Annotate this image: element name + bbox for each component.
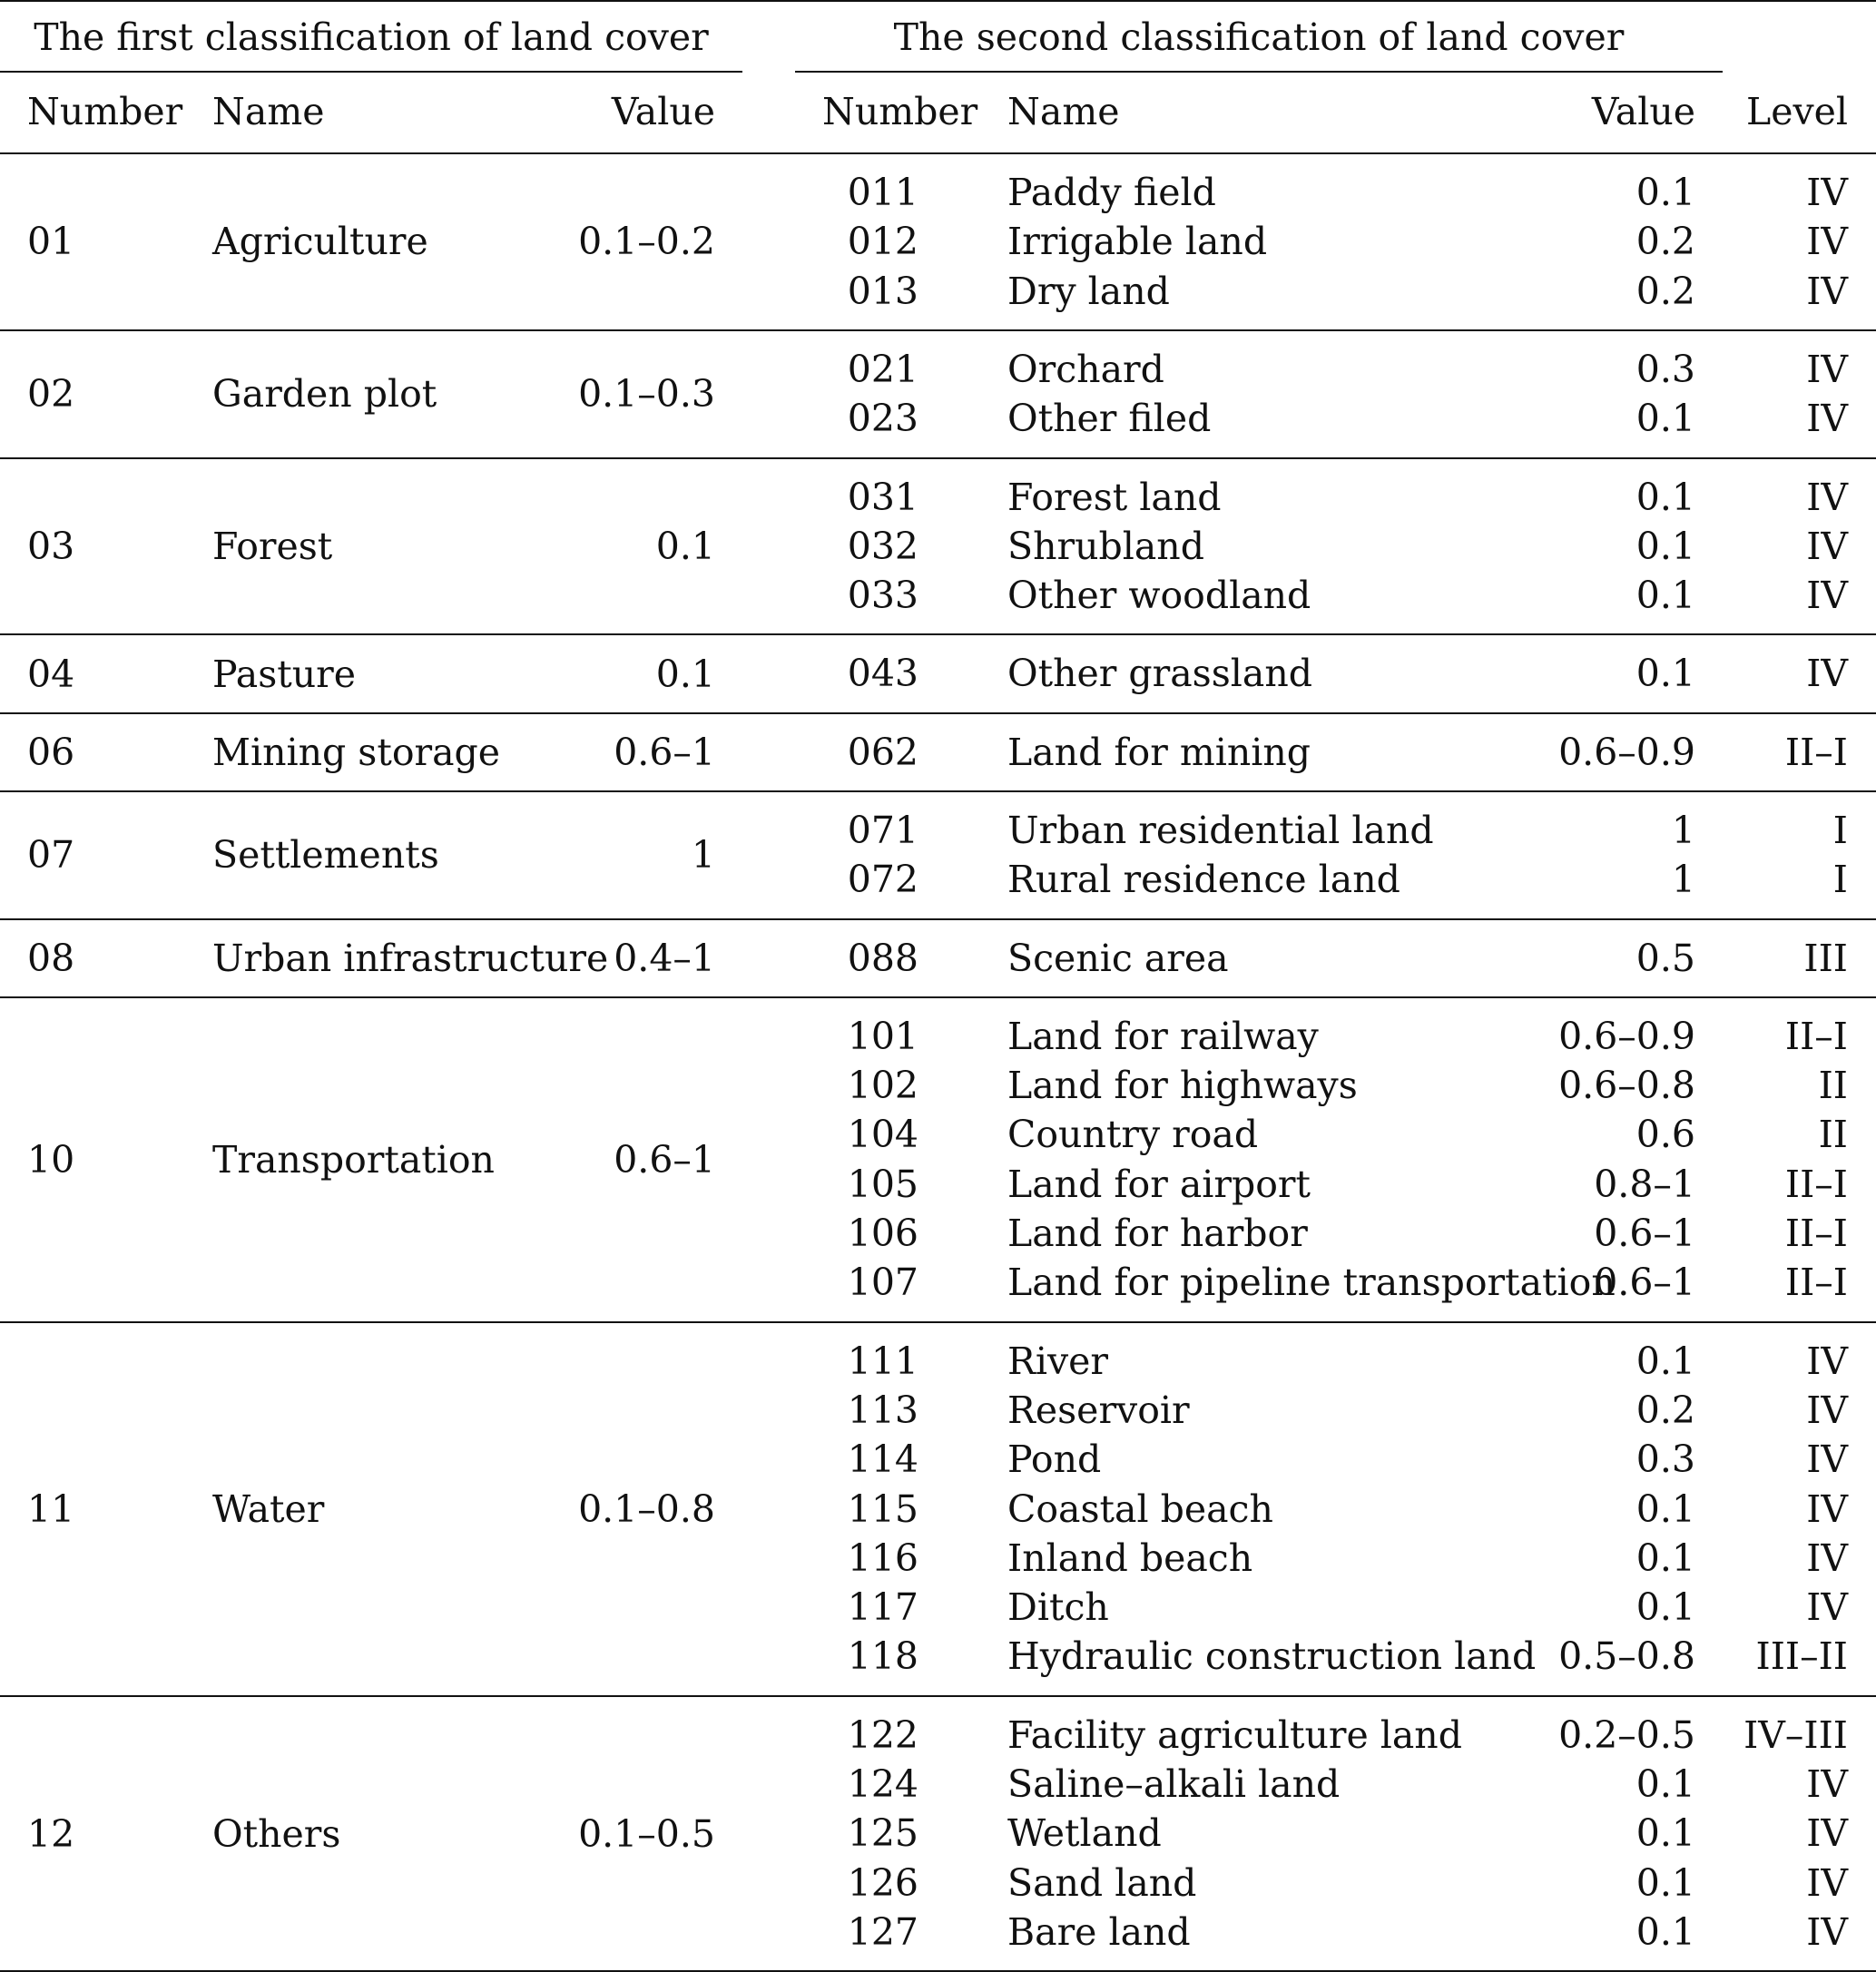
second-class-value: 0.1 — [1635, 1535, 1695, 1580]
second-class-number: 118 — [847, 1634, 918, 1679]
group-block — [0, 635, 1876, 711]
group-block — [0, 459, 1876, 634]
second-class-number: 106 — [847, 1212, 918, 1256]
second-class-value: 0.1 — [1635, 1860, 1695, 1905]
first-class-number: 07 — [27, 833, 75, 878]
group-block — [0, 714, 1876, 790]
second-class-number: 115 — [847, 1486, 918, 1531]
second-class-number: 117 — [847, 1585, 918, 1630]
first-class-value: 1 — [691, 833, 715, 878]
second-class-name: Land for mining — [1007, 730, 1311, 774]
second-class-value: 0.2 — [1635, 1388, 1695, 1432]
second-class-level: IV — [1806, 1585, 1848, 1630]
second-class-number: 088 — [847, 936, 918, 980]
second-class-level: IV–III — [1743, 1712, 1848, 1757]
second-class-value: 0.2 — [1635, 269, 1695, 313]
second-class-level: I — [1832, 809, 1848, 852]
group-block — [0, 920, 1876, 996]
second-class-value: 0.1 — [1635, 1762, 1695, 1807]
second-class-name: Orchard — [1007, 347, 1164, 391]
second-class-value: 0.6–0.8 — [1558, 1064, 1695, 1108]
second-class-name: Land for highways — [1007, 1064, 1358, 1108]
second-class-value: 0.1 — [1635, 652, 1695, 696]
second-class-level: II–I — [1784, 1261, 1848, 1305]
second-class-value: 0.1 — [1635, 397, 1695, 441]
second-class-number: 125 — [847, 1811, 918, 1856]
second-class-name: Ditch — [1007, 1585, 1109, 1630]
first-class-name: Settlements — [212, 833, 439, 878]
second-class-level: IV — [1806, 524, 1848, 568]
second-class-name: Inland beach — [1007, 1535, 1253, 1580]
second-class-number: 062 — [847, 730, 918, 774]
second-class-level: IV — [1806, 1486, 1848, 1531]
second-class-name: River — [1007, 1339, 1109, 1383]
second-class-value: 0.8–1 — [1594, 1162, 1695, 1206]
second-class-level: II–I — [1784, 1014, 1848, 1058]
group-block — [0, 1323, 1876, 1695]
second-class-name: Bare land — [1007, 1909, 1191, 1954]
first-class-name: Others — [212, 1811, 341, 1856]
second-class-level: IV — [1806, 1535, 1848, 1580]
group-block — [0, 998, 1876, 1321]
second-class-value: 0.6–1 — [1594, 1212, 1695, 1256]
first-class-value: 0.1–0.5 — [578, 1811, 715, 1856]
second-class-level: I — [1832, 858, 1848, 902]
second-class-number: 105 — [847, 1162, 918, 1206]
second-class-name: Land for pipeline transportation — [1007, 1261, 1616, 1305]
second-class-value: 0.6–0.9 — [1558, 730, 1695, 774]
second-class-name: Other filed — [1007, 397, 1212, 441]
second-class-level: IV — [1806, 1339, 1848, 1383]
second-class-value: 0.2 — [1635, 220, 1695, 264]
group-block — [0, 792, 1876, 918]
second-class-value: 0.1 — [1635, 1909, 1695, 1954]
second-class-number: 102 — [847, 1064, 918, 1108]
second-class-level: II–I — [1784, 1162, 1848, 1206]
second-class-value: 0.3 — [1635, 347, 1695, 391]
second-class-name: Irrigable land — [1007, 220, 1268, 264]
second-class-level: III — [1803, 936, 1848, 980]
group-block — [0, 154, 1876, 329]
second-class-level: IV — [1806, 269, 1848, 313]
second-class-level: II–I — [1784, 730, 1848, 774]
first-class-name: Agriculture — [212, 220, 428, 264]
second-class-value: 0.6 — [1635, 1113, 1695, 1157]
second-class-value: 0.2–0.5 — [1558, 1712, 1695, 1757]
first-class-name: Garden plot — [212, 372, 437, 417]
second-class-number: 122 — [847, 1712, 918, 1757]
second-classification-header: The second classification of land cover — [893, 15, 1625, 59]
second-class-value: 0.1 — [1635, 1585, 1695, 1630]
second-class-name: Land for airport — [1007, 1162, 1311, 1206]
second-class-level: IV — [1806, 220, 1848, 264]
top-rule — [0, 0, 1876, 2]
second-class-level: IV — [1806, 574, 1848, 618]
first-class-name: Water — [212, 1486, 325, 1531]
col-header-level: Level — [1745, 90, 1848, 133]
second-class-value: 0.6–0.9 — [1558, 1014, 1695, 1058]
second-class-value: 0.1 — [1635, 475, 1695, 519]
second-class-value: 0.1 — [1635, 574, 1695, 618]
first-class-number: 04 — [27, 652, 75, 696]
first-classification-header: The first classification of land cover — [34, 15, 709, 59]
second-class-value: 0.1 — [1635, 171, 1695, 214]
second-class-number: 127 — [847, 1909, 918, 1954]
first-class-name: Forest — [212, 524, 333, 568]
second-class-name: Pond — [1007, 1437, 1102, 1482]
second-class-level: III–II — [1755, 1634, 1848, 1679]
first-class-number: 02 — [27, 372, 75, 417]
second-class-number: 104 — [847, 1113, 918, 1157]
first-class-value: 0.1–0.2 — [578, 220, 715, 264]
second-class-number: 043 — [847, 652, 918, 696]
first-class-value: 0.1–0.8 — [578, 1486, 715, 1531]
second-class-level: IV — [1806, 347, 1848, 391]
second-class-number: 021 — [847, 347, 918, 391]
second-class-number: 072 — [847, 858, 918, 902]
second-class-level: IV — [1806, 1437, 1848, 1482]
first-class-number: 12 — [27, 1811, 75, 1856]
second-class-name: Reservoir — [1007, 1388, 1190, 1432]
first-classification-rule — [0, 71, 742, 73]
second-class-level: II — [1818, 1113, 1848, 1157]
second-class-name: Other woodland — [1007, 574, 1311, 618]
second-class-name: Land for harbor — [1007, 1212, 1308, 1256]
second-class-number: 126 — [847, 1860, 918, 1905]
second-class-name: Shrubland — [1007, 524, 1204, 568]
second-class-number: 111 — [847, 1339, 918, 1383]
second-class-number: 116 — [847, 1535, 918, 1580]
col-header-first-number: Number — [27, 90, 183, 133]
second-class-level: II–I — [1784, 1212, 1848, 1256]
group-block — [0, 331, 1876, 457]
first-class-number: 08 — [27, 936, 75, 980]
first-class-number: 06 — [27, 730, 75, 774]
second-class-level: IV — [1806, 171, 1848, 214]
col-header-second-name: Name — [1007, 90, 1120, 133]
second-class-name: Coastal beach — [1007, 1486, 1273, 1531]
second-class-name: Wetland — [1007, 1811, 1162, 1856]
second-class-number: 033 — [847, 574, 918, 618]
second-class-name: Scenic area — [1007, 936, 1229, 980]
second-class-number: 032 — [847, 524, 918, 568]
first-class-value: 0.6–1 — [614, 1137, 715, 1182]
second-class-name: Paddy field — [1007, 171, 1216, 214]
second-class-level: IV — [1806, 1388, 1848, 1432]
second-class-value: 0.5–0.8 — [1558, 1634, 1695, 1679]
first-class-number: 01 — [27, 220, 75, 264]
second-class-name: Forest land — [1007, 475, 1222, 519]
second-class-number: 071 — [847, 809, 918, 852]
second-class-level: II — [1818, 1064, 1848, 1108]
second-class-level: IV — [1806, 1762, 1848, 1807]
second-class-name: Facility agriculture land — [1007, 1712, 1462, 1757]
second-class-level: IV — [1806, 1811, 1848, 1856]
second-class-level: IV — [1806, 1909, 1848, 1954]
first-class-value: 0.1 — [655, 524, 715, 568]
col-header-first-name: Name — [212, 90, 325, 133]
second-class-value: 0.5 — [1635, 936, 1695, 980]
first-class-number: 11 — [27, 1486, 75, 1531]
second-class-value: 0.1 — [1635, 1486, 1695, 1531]
second-class-number: 124 — [847, 1762, 918, 1807]
second-class-name: Land for railway — [1007, 1014, 1319, 1058]
second-class-name: Dry land — [1007, 269, 1170, 313]
second-class-number: 114 — [847, 1437, 918, 1482]
col-header-first-value: Value — [611, 90, 715, 133]
second-class-number: 013 — [847, 269, 918, 313]
second-class-name: Saline–alkali land — [1007, 1762, 1341, 1807]
first-class-value: 0.1–0.3 — [578, 372, 715, 417]
col-header-second-value: Value — [1591, 90, 1695, 133]
second-class-name: Sand land — [1007, 1860, 1197, 1905]
col-header-second-number: Number — [822, 90, 978, 133]
second-class-level: IV — [1806, 1860, 1848, 1905]
second-class-number: 012 — [847, 220, 918, 264]
second-class-value: 1 — [1671, 809, 1695, 852]
second-class-number: 023 — [847, 397, 918, 441]
first-class-name: Mining storage — [212, 730, 501, 774]
first-class-value: 0.1 — [655, 652, 715, 696]
second-class-value: 0.6–1 — [1594, 1261, 1695, 1305]
second-class-value: 0.3 — [1635, 1437, 1695, 1482]
second-class-name: Hydraulic construction land — [1007, 1634, 1537, 1679]
second-classification-rule — [795, 71, 1723, 73]
first-class-name: Urban infrastructure — [212, 936, 609, 980]
second-class-number: 011 — [847, 171, 918, 214]
second-class-name: Rural residence land — [1007, 858, 1400, 902]
second-class-level: IV — [1806, 397, 1848, 441]
second-class-level: IV — [1806, 652, 1848, 696]
second-class-value: 0.1 — [1635, 524, 1695, 568]
second-class-number: 113 — [847, 1388, 918, 1432]
group-block — [0, 1697, 1876, 1971]
first-class-name: Transportation — [212, 1137, 495, 1182]
second-class-level: IV — [1806, 475, 1848, 519]
second-class-number: 107 — [847, 1261, 918, 1305]
first-class-value: 0.4–1 — [614, 936, 715, 980]
first-class-number: 10 — [27, 1137, 75, 1182]
second-class-number: 101 — [847, 1014, 918, 1058]
first-class-value: 0.6–1 — [614, 730, 715, 774]
second-class-name: Other grassland — [1007, 652, 1312, 696]
second-class-value: 1 — [1671, 858, 1695, 902]
second-class-value: 0.1 — [1635, 1811, 1695, 1856]
second-class-name: Country road — [1007, 1113, 1259, 1157]
first-class-number: 03 — [27, 524, 75, 568]
second-class-name: Urban residential land — [1007, 809, 1434, 852]
second-class-value: 0.1 — [1635, 1339, 1695, 1383]
first-class-name: Pasture — [212, 652, 356, 696]
second-class-number: 031 — [847, 475, 918, 519]
